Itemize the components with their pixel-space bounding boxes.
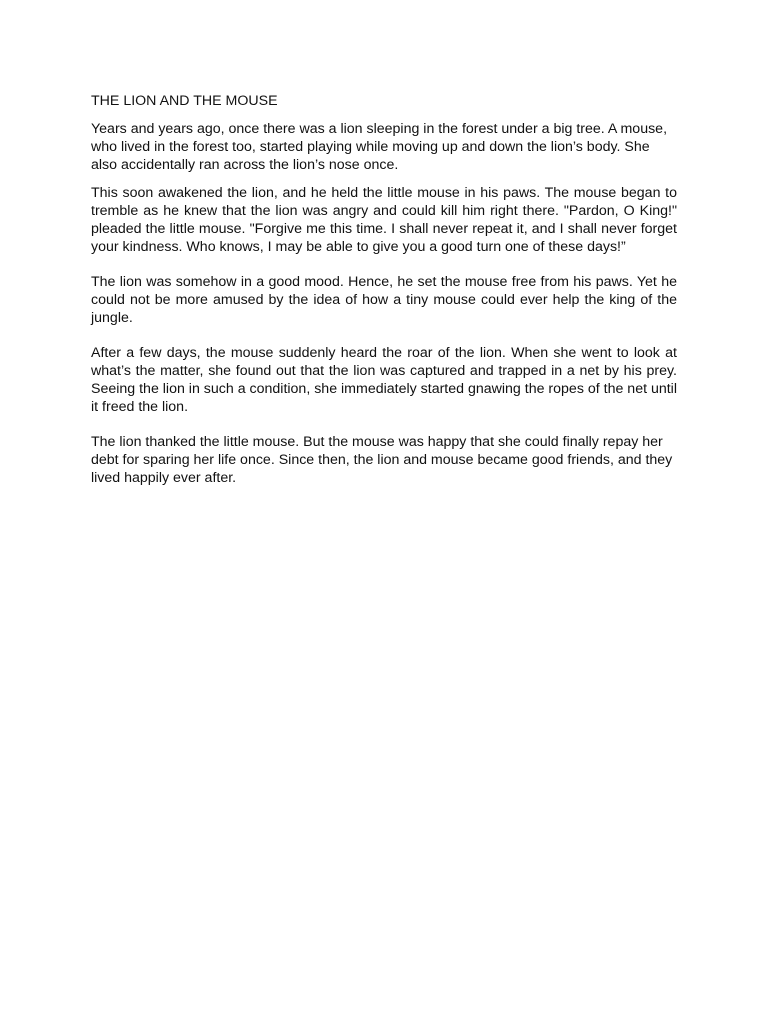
- paragraph-2: This soon awakened the lion, and he held the little mouse in his paws. The mouse began to tremble as he knew that the lion was angry and could kill him right there. "Pardon, O King!" pleaded the little mouse. "Forgive me this time. I shall never repeat it, and I shall never forget your kindness. Who knows, I may be able to give you a good turn one of these days!”: [91, 185, 677, 255]
- paragraph-4: After a few days, the mouse suddenly heard the roar of the lion. When she went to look at what’s the matter, she found out that the lion was captured and trapped in a net by his prey. Seeing the lion in such a condition, she immediately started gnawing the ropes of the net until it freed the lion.: [91, 345, 677, 415]
- document-title: THE LION AND THE MOUSE: [91, 93, 278, 109]
- paragraph-5: The lion thanked the little mouse. But the mouse was happy that she could finally repay her debt for sparing her life once. Since then, the lion and mouse became good friends, and they lived happily ever after.: [91, 434, 673, 486]
- paragraph-3: The lion was somehow in a good mood. Hence, he set the mouse free from his paws. Yet he could not be more amused by the idea of how a tiny mouse could ever help the king of the jungle.: [91, 274, 677, 326]
- document-body: [91, 92, 677, 487]
- paragraph-1: Years and years ago, once there was a lion sleeping in the forest under a big tree. A mouse, who lived in the forest too, started playing while moving up and down the lion’s body. She also accidentally ran across the lion’s nose once.: [91, 121, 668, 173]
